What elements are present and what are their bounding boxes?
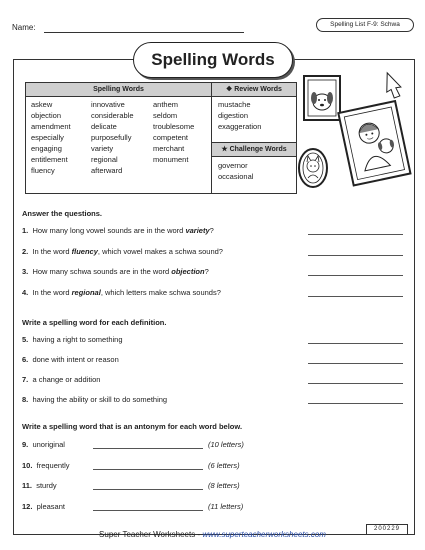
name-line xyxy=(44,32,244,33)
answer-line-5[interactable] xyxy=(308,343,403,344)
question-7: 7. a change or addition xyxy=(22,375,101,384)
family-portrait-icon xyxy=(338,101,410,185)
answer-line-4[interactable] xyxy=(308,296,403,297)
word-table xyxy=(25,82,297,194)
footer-url[interactable]: www.superteacherworksheets.com xyxy=(202,530,326,539)
question-10: 10. frequently xyxy=(22,461,70,470)
question-12: 12. pleasant xyxy=(22,502,65,511)
answer-line-10[interactable] xyxy=(93,469,203,470)
hint-12: (11 letters) xyxy=(208,502,244,511)
section-title-definitions: Write a spelling word for each definition. xyxy=(22,318,167,327)
answer-line-7[interactable] xyxy=(308,383,403,384)
question-3: 3. How many schwa sounds are in the word objection? xyxy=(22,267,209,276)
challenge-words-col: governor occasional xyxy=(218,161,254,181)
question-11: 11. sturdy xyxy=(22,481,57,490)
answer-line-2[interactable] xyxy=(308,255,403,256)
question-9: 9. unoriginal xyxy=(22,440,65,449)
cat-portrait-icon xyxy=(299,149,327,187)
question-1: 1. How many long vowel sounds are in the word variety? xyxy=(22,226,214,235)
section-title-antonyms: Write a spelling word that is an antonym for each word below. xyxy=(22,422,243,431)
arrow-icon xyxy=(381,70,404,100)
answer-line-9[interactable] xyxy=(93,448,203,449)
dog-portrait-icon xyxy=(304,76,340,120)
footer-brand: Super Teacher Worksheets - xyxy=(99,530,203,539)
question-8: 8. having the ability or skill to do something xyxy=(22,395,168,404)
answer-line-6[interactable] xyxy=(308,363,403,364)
page-title: Spelling Words xyxy=(133,42,293,78)
hint-11: (8 letters) xyxy=(208,481,240,490)
list-tag: Spelling List F-9: Schwa xyxy=(316,18,414,32)
review-words-col: mustache digestion exaggeration xyxy=(218,100,262,131)
review-words-header: ❖ Review Words xyxy=(212,83,296,97)
question-2: 2. In the word fluency, which vowel makes a schwa sound? xyxy=(22,247,223,256)
name-label: Name: xyxy=(12,23,36,32)
answer-line-3[interactable] xyxy=(308,275,403,276)
answer-line-8[interactable] xyxy=(308,403,403,404)
question-5: 5. having a right to something xyxy=(22,335,123,344)
spelling-words-header: Spelling Words xyxy=(26,83,212,97)
worksheet-code: 200229 xyxy=(366,524,408,535)
footer xyxy=(0,530,425,539)
spelling-col-2: innovative considerable delicate purposefully variety regional afterward xyxy=(91,100,134,175)
answer-line-1[interactable] xyxy=(308,234,403,235)
answer-line-11[interactable] xyxy=(93,489,203,490)
illustration xyxy=(296,68,414,196)
question-4: 4. In the word regional, which letters make schwa sounds? xyxy=(22,288,221,297)
answer-line-12[interactable] xyxy=(93,510,203,511)
hint-9: (10 letters) xyxy=(208,440,244,449)
challenge-words-header: ★ Challenge Words xyxy=(212,142,296,157)
spelling-col-3: anthem seldom troublesome competent merchant monument xyxy=(153,100,195,164)
hint-10: (6 letters) xyxy=(208,461,240,470)
spelling-col-1: askew objection amendment especially engaging entitlement fluency xyxy=(31,100,71,175)
section-title-questions: Answer the questions. xyxy=(22,209,103,218)
question-6: 6. done with intent or reason xyxy=(22,355,119,364)
